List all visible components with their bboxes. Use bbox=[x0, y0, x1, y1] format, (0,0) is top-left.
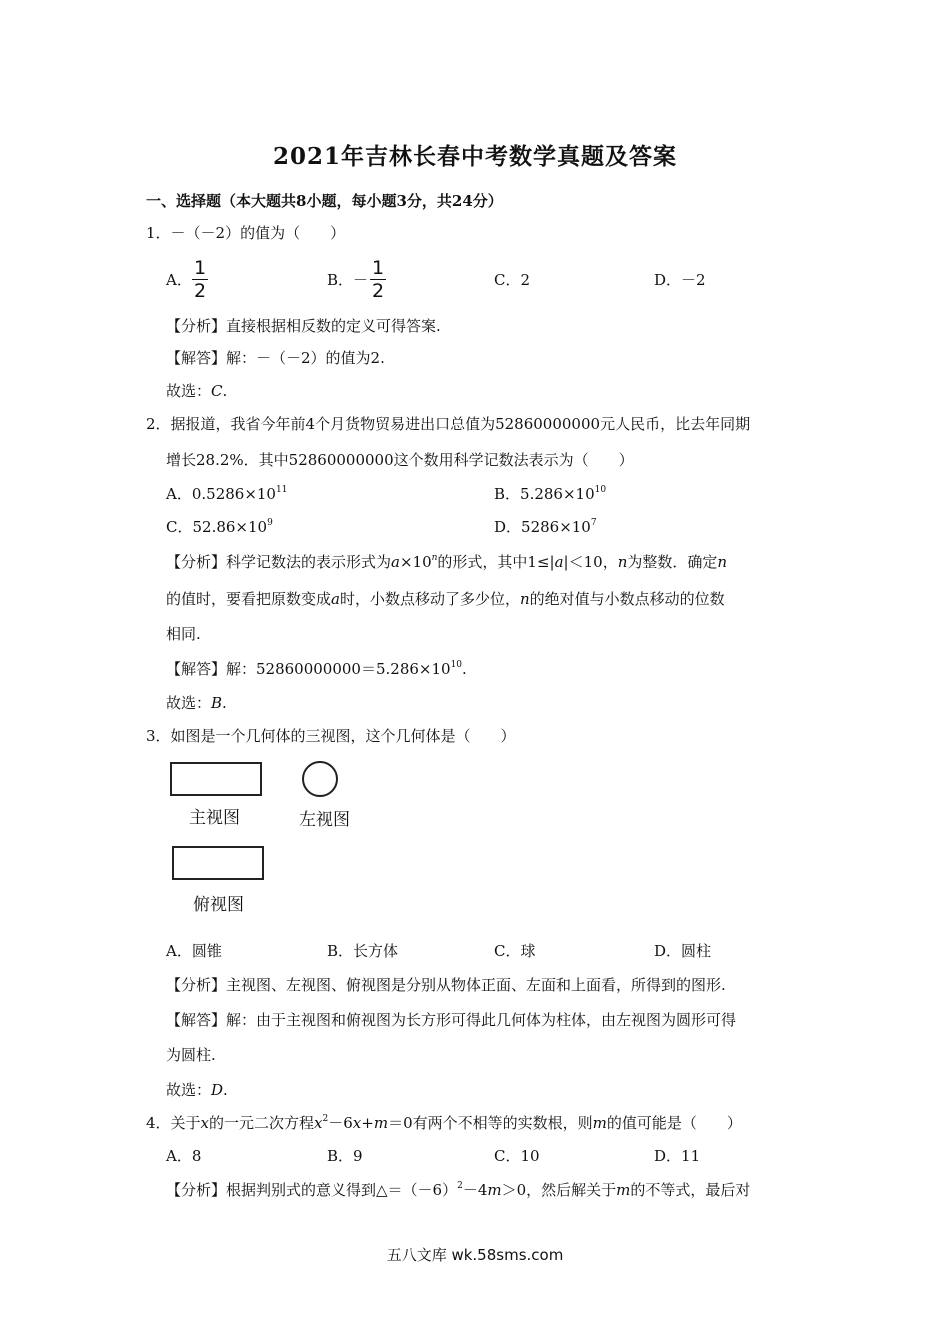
q2-analysis-var: a bbox=[391, 553, 400, 571]
q2-analysis-text: 的形式，其中1≤| bbox=[437, 553, 555, 571]
q1-option-b-denominator: 2 bbox=[371, 280, 385, 302]
q2-analysis-exponent: n bbox=[431, 553, 438, 563]
q1-option-b-fraction bbox=[370, 258, 386, 301]
q3-option-d: D．圆柱 bbox=[654, 942, 712, 960]
q4-option-d: D．11 bbox=[654, 1147, 701, 1165]
page-title: 2021年吉林长春中考数学真题及答案 bbox=[272, 143, 677, 170]
q2-analysis-var: a bbox=[554, 553, 564, 571]
q2-answer bbox=[166, 659, 467, 679]
q2-option-d bbox=[494, 517, 597, 537]
q2-option-a-base: A．0.5286×10 bbox=[166, 485, 276, 503]
q1-analysis: 【分析】直接根据相反数的定义可得答案. bbox=[166, 317, 441, 335]
q3-choice-prefix: 故选： bbox=[166, 1081, 212, 1099]
front-view-label: 主视图 bbox=[189, 808, 240, 828]
q4-stem-var: x bbox=[314, 1114, 323, 1132]
q1-option-c: C．2 bbox=[494, 271, 531, 289]
q4-stem-text: + bbox=[361, 1114, 374, 1132]
q1-option-a-fraction bbox=[192, 258, 208, 301]
left-view-circle bbox=[302, 761, 338, 797]
q2-analysis-text: 时，小数点移动了多少位， bbox=[339, 590, 520, 608]
q2-analysis-text: 的绝对值与小数点移动的位数 bbox=[529, 590, 725, 608]
q2-choice-suffix: . bbox=[222, 694, 227, 712]
q2-option-c-base: C．52.86×10 bbox=[166, 518, 268, 536]
q3-answer-line2: 为圆柱. bbox=[166, 1046, 216, 1064]
q3-answer-line1: 【解答】解：由于主视图和俯视图为长方形可得此几何体为柱体，由左视图为圆形可得 bbox=[166, 1011, 737, 1029]
q2-analysis-line3: 相同. bbox=[166, 625, 201, 643]
top-view-rectangle bbox=[172, 846, 264, 880]
page-footer: 五八文库 wk.58sms.com bbox=[386, 1246, 564, 1264]
q2-option-b bbox=[494, 484, 606, 504]
q2-analysis-var: n bbox=[519, 590, 530, 608]
q2-analysis-var: n bbox=[617, 553, 628, 571]
q1-option-b-numerator: 1 bbox=[371, 257, 385, 279]
q3-stem: 3．如图是一个几何体的三视图，这个几何体是（ ） bbox=[146, 727, 516, 745]
q2-option-c bbox=[166, 517, 273, 537]
q2-stem-line2: 增长28.2%．其中52860000000这个数用科学记数法表示为（ ） bbox=[166, 451, 634, 469]
q4-analysis-text: 【分析】根据判别式的意义得到△＝（－6） bbox=[166, 1181, 458, 1199]
q2-choice bbox=[166, 693, 227, 713]
q2-option-b-exponent: 10 bbox=[594, 485, 607, 495]
q4-analysis bbox=[166, 1180, 750, 1200]
q4-option-a: A．8 bbox=[166, 1147, 202, 1165]
q4-stem-text: 4．关于 bbox=[146, 1114, 201, 1132]
q4-stem-var: m bbox=[373, 1114, 389, 1132]
q1-option-a-label: A． bbox=[166, 271, 192, 289]
q1-choice-suffix: . bbox=[222, 382, 228, 400]
q1-option-a-denominator: 2 bbox=[193, 280, 207, 302]
q1-choice-prefix: 故选： bbox=[166, 382, 212, 400]
q1-option-a-numerator: 1 bbox=[193, 257, 207, 279]
q2-analysis-var: n bbox=[717, 553, 728, 571]
q2-stem-line1: 2．据报道，我省今年前4个月货物贸易进出口总值为52860000000元人民币，比去年同期 bbox=[146, 415, 751, 433]
left-view-label: 左视图 bbox=[299, 810, 350, 830]
q2-option-d-exponent: 7 bbox=[590, 518, 597, 528]
q4-stem-text: 的值可能是（ ） bbox=[606, 1114, 742, 1132]
q1-option-d: D．－2 bbox=[654, 271, 706, 289]
q1-answer: 【解答】解：－（－2）的值为2. bbox=[166, 349, 385, 367]
q2-analysis-line2 bbox=[166, 589, 725, 609]
q3-choice-letter: D bbox=[211, 1081, 224, 1099]
q1-option-b-label: B．－ bbox=[327, 271, 369, 289]
q4-analysis-text: 的不等式，最后对 bbox=[630, 1181, 751, 1199]
q4-stem-text: 的一元二次方程 bbox=[209, 1114, 315, 1132]
q4-analysis-exponent: 2 bbox=[457, 1181, 463, 1191]
q3-option-b: B．长方体 bbox=[327, 942, 399, 960]
q2-analysis-text: ×10 bbox=[399, 553, 432, 571]
q2-option-a-exponent: 11 bbox=[275, 485, 288, 495]
q1-choice-letter: C bbox=[211, 382, 223, 400]
q3-option-c: C．球 bbox=[494, 942, 536, 960]
q2-answer-end: . bbox=[462, 660, 467, 678]
q4-stem-text: －6 bbox=[328, 1114, 353, 1132]
front-view-rectangle bbox=[170, 762, 262, 796]
q4-stem-exponent: 2 bbox=[322, 1114, 329, 1124]
q2-analysis-line1 bbox=[166, 552, 727, 572]
q2-analysis-text: |＜10， bbox=[563, 553, 618, 571]
q3-choice-suffix: . bbox=[223, 1081, 228, 1099]
q1-choice bbox=[166, 381, 227, 401]
q2-analysis-text: 为整数．确定 bbox=[627, 553, 718, 571]
q2-option-b-base: B．5.286×10 bbox=[494, 485, 595, 503]
q4-option-c: C．10 bbox=[494, 1147, 540, 1165]
q2-analysis-var: a bbox=[331, 590, 340, 608]
q2-answer-exponent: 10 bbox=[450, 660, 463, 670]
q3-choice bbox=[166, 1080, 228, 1100]
q3-analysis: 【分析】主视图、左视图、俯视图是分别从物体正面、左面和上面看，所得到的图形. bbox=[166, 976, 726, 994]
section-heading: 一、选择题（本大题共8小题，每小题3分，共24分） bbox=[146, 192, 503, 210]
top-view-label: 俯视图 bbox=[193, 895, 244, 915]
q4-stem-var: m bbox=[592, 1114, 607, 1132]
q4-stem bbox=[146, 1113, 742, 1133]
q1-stem: 1．－（－2）的值为（ ） bbox=[146, 224, 346, 242]
q4-analysis-var: m bbox=[616, 1181, 631, 1199]
q2-choice-prefix: 故选： bbox=[166, 694, 212, 712]
q4-stem-var: x bbox=[200, 1114, 210, 1132]
q4-analysis-text: －4 bbox=[462, 1181, 488, 1199]
q2-analysis-text: 的值时，要看把原数变成 bbox=[166, 590, 332, 608]
q4-stem-text: ＝0有两个不相等的实数根，则 bbox=[388, 1114, 593, 1132]
q4-stem-var: x bbox=[352, 1114, 362, 1132]
q4-option-b: B．9 bbox=[327, 1147, 363, 1165]
q2-answer-base: 【解答】解：52860000000＝5.286×10 bbox=[166, 660, 451, 678]
q2-option-c-exponent: 9 bbox=[267, 518, 273, 528]
q4-analysis-var: m bbox=[487, 1181, 502, 1199]
q3-option-a: A．圆锥 bbox=[166, 942, 222, 960]
q2-option-a bbox=[166, 484, 287, 504]
q2-choice-letter: B bbox=[211, 694, 223, 712]
q2-analysis-text: 【分析】科学记数法的表示形式为 bbox=[166, 553, 392, 571]
q2-option-d-base: D．5286×10 bbox=[494, 518, 591, 536]
q4-analysis-text: ＞0，然后解关于 bbox=[501, 1181, 617, 1199]
